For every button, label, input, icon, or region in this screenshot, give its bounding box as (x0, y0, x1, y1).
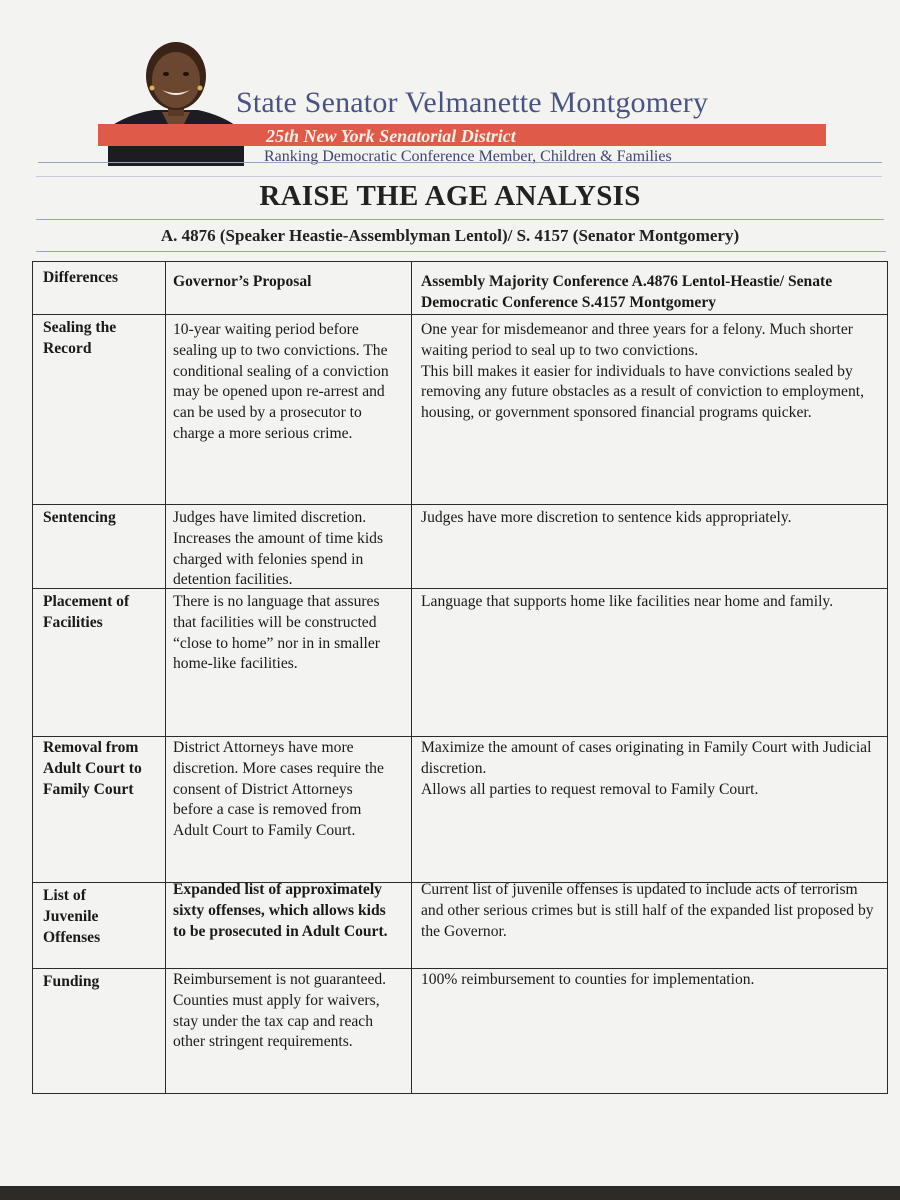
row-label-sealing: Sealing the Record (43, 319, 117, 357)
row-divider (33, 314, 887, 315)
assembly-removal-p1: Maximize the amount of cases originating in Family Court with Judicial discretion. (421, 739, 872, 777)
row-divider (33, 588, 887, 589)
assembly-removal-p2: Allows all parties to request removal to Family Court. (421, 780, 759, 798)
assembly-juvenile-offenses: Current list of juvenile offenses is updated to include acts of terrorism and other serious crimes but is still half of the expanded list proposed by the Governor. (421, 881, 874, 940)
letterhead-rule (38, 162, 882, 163)
row-divider (33, 968, 887, 969)
header-differences: Differences (43, 269, 119, 286)
senator-portrait (108, 36, 244, 166)
governor-sealing: 10-year waiting period before sealing up to two convictions. The conditional sealing of a conviction may be opened upon re-arrest and can be used by a prosecutor to charge a more serious crime. (173, 321, 389, 442)
title-rule-bottom (36, 219, 884, 220)
senator-role: Ranking Democratic Conference Member, Children & Families (264, 148, 672, 165)
assembly-placement: Language that supports home like facilities near home and family. (421, 593, 834, 610)
row-label-juvenile-offenses: List of Juvenile Offenses (43, 887, 101, 946)
senator-name: State Senator Velmanette Montgomery (236, 86, 709, 119)
assembly-sealing (421, 320, 883, 424)
governor-removal: District Attorneys have more discretion. More cases require the consent of District Attorneys before a case is removed from Adult Court to Family Court. (173, 739, 384, 840)
assembly-funding: 100% reimbursement to counties for implementation. (421, 971, 755, 988)
comparison-table (32, 261, 888, 1094)
governor-funding: Reimbursement is not guaranteed. Counties must apply for waivers, stay under the tax cap and reach other stringent requirements. (173, 971, 387, 1051)
assembly-removal (421, 738, 883, 800)
row-divider (33, 736, 887, 737)
assembly-sentencing: Judges have more discretion to sentence kids appropriately. (421, 509, 792, 526)
row-label-funding: Funding (43, 973, 100, 990)
row-divider (33, 504, 887, 505)
document-title: RAISE THE AGE ANALYSIS (259, 180, 641, 212)
governor-sentencing: Judges have limited discretion. Increases the amount of time kids charged with felonies spend in detention facilities. (173, 509, 384, 589)
governor-placement: There is no language that assures that facilities will be constructed “close to home” nor in in smaller home-like facilities. (173, 593, 380, 673)
desk-edge (0, 1186, 900, 1200)
subtitle-rule (36, 251, 886, 252)
governor-juvenile-offenses: Expanded list of approximately sixty offenses, which allows kids to be prosecuted in Adult Court. (173, 881, 388, 940)
assembly-sealing-p1: One year for misdemeanor and three years for a felony. Much shorter waiting period to seal up to two convictions. (421, 321, 853, 359)
header-governors-proposal: Governor’s Proposal (173, 273, 312, 290)
senatorial-district: 25th New York Senatorial District (266, 126, 516, 146)
row-label-placement: Placement of Facilities (43, 593, 130, 631)
row-label-removal: Removal from Adult Court to Family Court (43, 739, 142, 798)
document-subtitle: A. 4876 (Speaker Heastie-Assemblyman Lentol)/ S. 4157 (Senator Montgomery) (160, 226, 740, 245)
row-label-sentencing: Sentencing (43, 509, 116, 526)
title-rule-top (36, 176, 882, 177)
header-assembly-senate: Assembly Majority Conference A.4876 Lentol-Heastie/ Senate Democratic Conference S.4157 Montgomery (421, 273, 833, 311)
assembly-sealing-p2: This bill makes it easier for individuals to have convictions sealed by removing any future obstacles as a result of conviction to employment, housing, or government sponsored financial programs quicker. (421, 362, 865, 422)
